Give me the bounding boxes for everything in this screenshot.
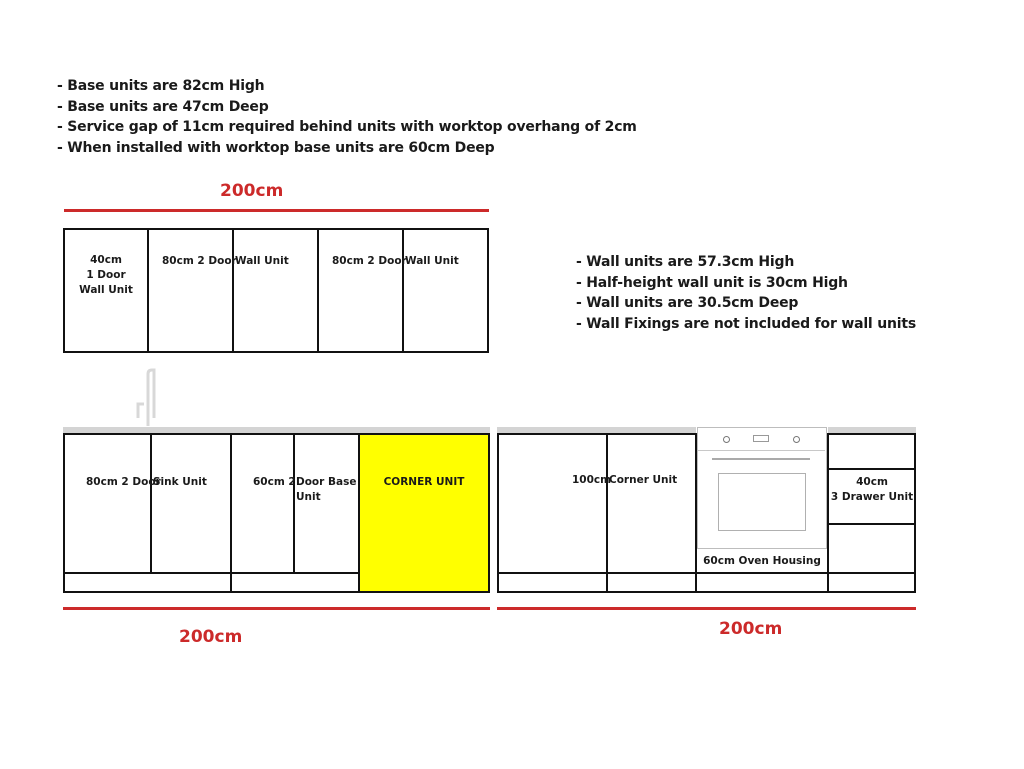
drawer-unit-label: 40cm 3 Drawer Unit: [830, 476, 914, 503]
drawer-line: [828, 523, 916, 525]
corner-100-left-label: 100cm: [572, 474, 612, 486]
oven-appliance: [697, 427, 827, 549]
base-unit-notes: [57, 76, 637, 158]
plinth-line: [63, 572, 358, 574]
wall-note: - Wall units are 57.3cm High: [576, 254, 795, 270]
plinth-line: [497, 572, 916, 574]
sink-unit-left-label: 80cm 2 Door: [86, 476, 161, 488]
corner-unit-label: CORNER UNIT: [383, 476, 465, 488]
wall-unit-80a-left-label: 80cm 2 Door: [162, 255, 237, 267]
wall-unit-80a-right-label: Wall Unit: [235, 255, 289, 267]
divider: [147, 228, 149, 353]
wall-unit-80b-right-label: Wall Unit: [405, 255, 459, 267]
divider: [150, 433, 152, 573]
base-right-dimension-label: 200cm: [719, 619, 783, 639]
sink-unit-right-label: Sink Unit: [153, 476, 207, 488]
divider: [402, 228, 404, 353]
divider: [606, 433, 608, 593]
divider: [293, 433, 295, 573]
base-right-dimension-line: [497, 607, 916, 610]
base-note: - Base units are 47cm Deep: [57, 98, 269, 115]
base-60-right-label: Door Base Unit: [296, 476, 357, 503]
oven-knob-left: [723, 436, 730, 443]
wall-run-dimension-line: [64, 209, 489, 212]
divider: [317, 228, 319, 353]
base-note: - Service gap of 11cm required behind units with worktop overhang of 2cm: [57, 119, 637, 135]
wall-unit-40-label: 40cm 1 Door Wall Unit: [79, 254, 133, 296]
base-60-left-label: 60cm 2: [253, 476, 296, 488]
divider: [230, 433, 232, 593]
wall-note: - Half-height wall unit is 30cm High: [576, 274, 848, 291]
wall-note: - Wall Fixings are not included for wall units: [576, 315, 916, 332]
base-left-dimension-line: [63, 607, 490, 610]
oven-housing-label: 60cm Oven Housing: [703, 555, 821, 567]
wall-unit-80b-left-label: 80cm 2 Door: [332, 255, 407, 267]
base-note: - Base units are 82cm High: [57, 78, 265, 94]
oven-door-window: [718, 473, 806, 531]
base-left-dimension-label: 200cm: [179, 627, 243, 647]
oven-handle: [712, 458, 810, 460]
drawer-line: [828, 468, 916, 470]
divider: [232, 228, 234, 353]
base-note: - When installed with worktop base units are 60cm Deep: [57, 139, 495, 156]
wall-unit-notes: [576, 252, 916, 334]
tap-icon: [128, 368, 168, 428]
wall-note: - Wall units are 30.5cm Deep: [576, 295, 799, 311]
divider: [827, 433, 829, 593]
corner-100-right-label: Corner Unit: [609, 474, 678, 486]
oven-display: [753, 435, 769, 442]
corner-unit: [358, 433, 490, 593]
wall-run-dimension-label: 200cm: [220, 181, 284, 201]
oven-knob-right: [793, 436, 800, 443]
